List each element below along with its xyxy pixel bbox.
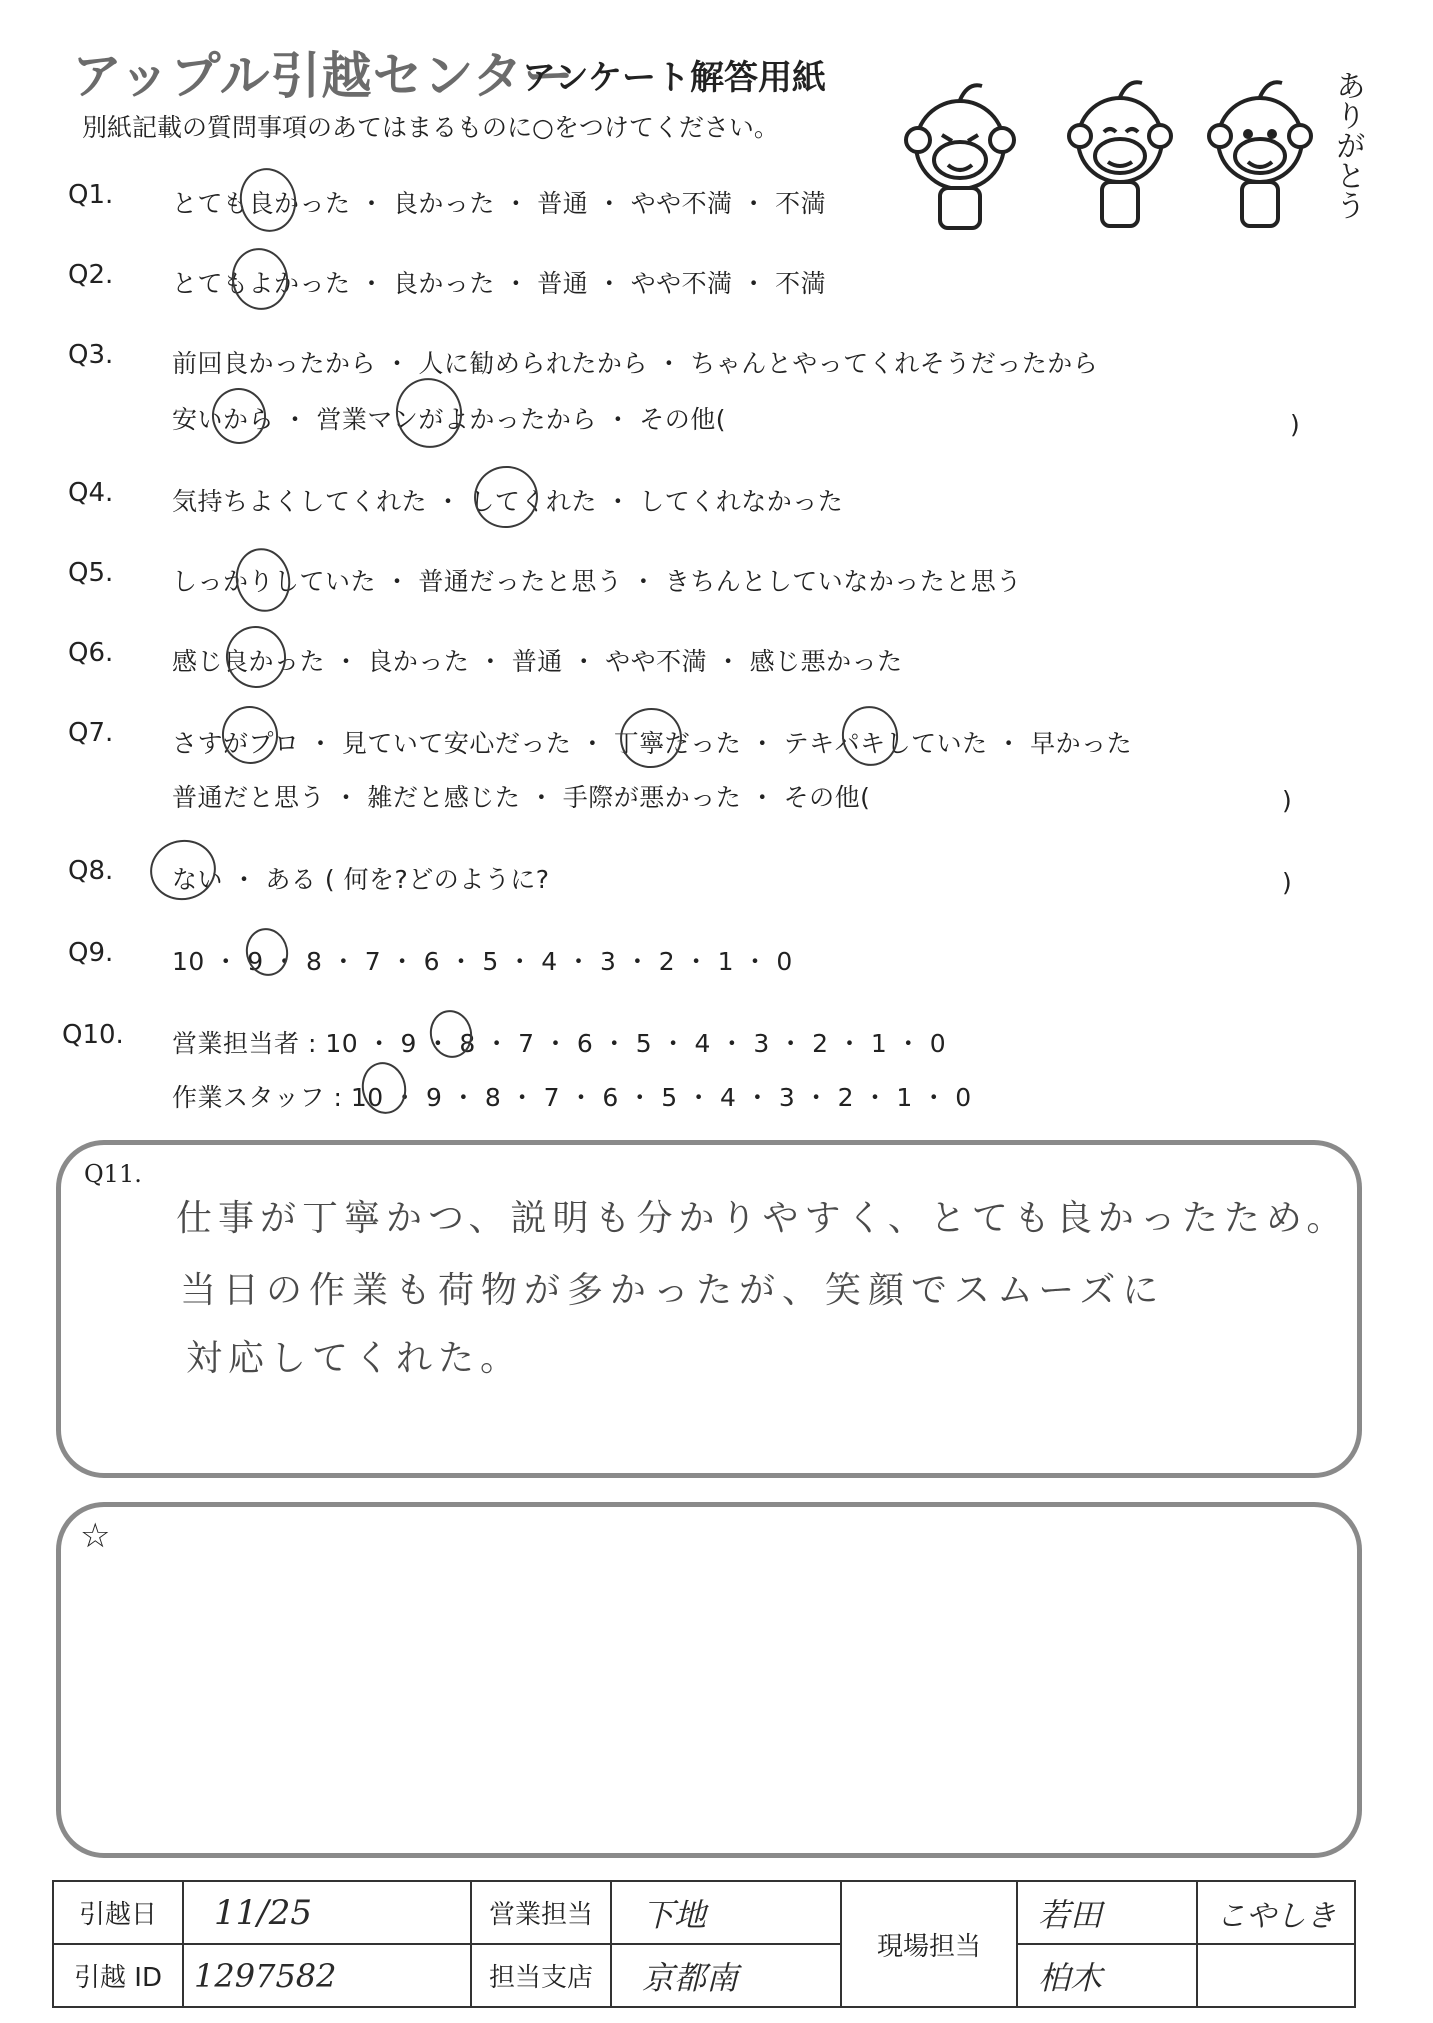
- q9-scale: 10 ・ 9 ・ 8 ・ 7 ・ 6 ・ 5 ・ 4 ・ 3 ・ 2 ・ 1 ・ 0: [172, 947, 793, 976]
- branch-label: 担当支店: [471, 1944, 611, 2007]
- q6-options: 感じ良かった ・ 良かった ・ 普通 ・ やや不満 ・ 感じ悪かった: [172, 647, 903, 676]
- form-title: アンケート解答用紙: [522, 58, 826, 98]
- move-id-label: 引越 ID: [53, 1944, 183, 2007]
- answer-circle-q2: [226, 243, 294, 315]
- answer-circle-q7-b: [614, 702, 687, 774]
- move-date-value: 11/25: [183, 1881, 471, 1944]
- answer-circle-q6: [220, 620, 292, 693]
- company-name: アップル引越センター: [72, 47, 575, 105]
- q6-label: Q6.: [68, 638, 114, 668]
- star-comment-box: [56, 1502, 1362, 1858]
- q7-options-line2: 普通だと思う ・ 雑だと感じた ・ 手際が悪かった ・ その他(: [172, 783, 871, 812]
- answer-circle-q3-b: [389, 372, 468, 454]
- q7-label: Q7.: [68, 718, 114, 748]
- move-id-value: 1297582: [183, 1944, 471, 2007]
- q2-options: とてもよかった ・ 良かった ・ 普通 ・ やや不満 ・ 不満: [172, 269, 827, 298]
- q3-close-paren: ): [1290, 410, 1300, 439]
- q4-options: 気持ちよくしてくれた ・ してくれた ・ してくれなかった: [172, 487, 844, 516]
- q11-comment-line2: 当日の作業も荷物が多かったが、笑顔でスムーズに: [180, 1270, 1166, 1311]
- q10-sales-scale: 営業担当者 : 10 ・ 9 ・ 8 ・ 7 ・ 6 ・ 5 ・ 4 ・ 3 ・ 2 ・ 1 ・ 0: [172, 1029, 947, 1058]
- site-staff-name-1: 若田: [1017, 1881, 1197, 1944]
- q5-label: Q5.: [68, 558, 114, 588]
- q1-options: とても良かった ・ 良かった ・ 普通 ・ やや不満 ・ 不満: [172, 189, 827, 218]
- q7-close-paren: ): [1282, 786, 1292, 815]
- sales-rep-label: 営業担当: [471, 1881, 611, 1944]
- footer-info-table: [52, 1880, 1356, 2008]
- move-date-label: 引越日: [53, 1881, 183, 1944]
- sales-rep-value: 下地: [611, 1881, 841, 1944]
- mascot-message: ありがとう: [1330, 70, 1365, 220]
- q9-label: Q9.: [68, 938, 114, 968]
- q8-label: Q8.: [68, 856, 114, 886]
- mascot-illustration: [880, 40, 1360, 240]
- answer-circle-q4: [468, 460, 543, 534]
- star-icon: ☆: [80, 1516, 111, 1556]
- q2-label: Q2.: [68, 260, 114, 290]
- q3-options-line2: 安いから ・ 営業マンがよかったから ・ その他(: [172, 405, 727, 434]
- q10-label: Q10.: [62, 1020, 124, 1050]
- answer-circle-q5: [230, 543, 296, 617]
- q7-options-line1: さすがプロ ・ 見ていて安心だった ・ 丁寧だった ・ テキパキしていた ・ 早かった: [172, 729, 1133, 758]
- instruction-text: 別紙記載の質問事項のあてはまるものに○をつけてください。: [82, 113, 779, 142]
- q8-close-paren: ): [1282, 868, 1292, 897]
- q8-options: ない ・ ある ( 何を?どのように?: [172, 865, 550, 894]
- q5-options: しっかりしていた ・ 普通だったと思う ・ きちんとしていなかったと思う: [172, 567, 1022, 596]
- q3-label: Q3.: [68, 340, 114, 370]
- branch-value: 京都南: [611, 1944, 841, 2007]
- site-staff-label: 現場担当: [841, 1881, 1017, 2007]
- q11-comment-line1: 仕事が丁寧かつ、説明も分かりやすく、とても良かったため。: [176, 1198, 1349, 1239]
- site-staff-extra: こやしき: [1197, 1881, 1355, 1944]
- q3-options-line1: 前回良かったから ・ 人に勧められたから ・ ちゃんとやってくれそうだったから: [172, 349, 1099, 378]
- answer-circle-q3-a: [207, 383, 271, 449]
- q11-comment-line3: 対応してくれた。: [186, 1338, 523, 1379]
- answer-circle-q1: [234, 163, 302, 237]
- q11-label: Q11.: [84, 1160, 142, 1188]
- q10-staff-scale: 作業スタッフ : 10 ・ 9 ・ 8 ・ 7 ・ 6 ・ 5 ・ 4 ・ 3 ・ 2 ・ 1 ・ 0: [172, 1083, 972, 1112]
- empty-cell: [1197, 1944, 1355, 2007]
- answer-circle-q7-c: [836, 701, 903, 771]
- q4-label: Q4.: [68, 478, 114, 508]
- site-staff-name-2: 柏木: [1017, 1944, 1197, 2007]
- q1-label: Q1.: [68, 180, 114, 210]
